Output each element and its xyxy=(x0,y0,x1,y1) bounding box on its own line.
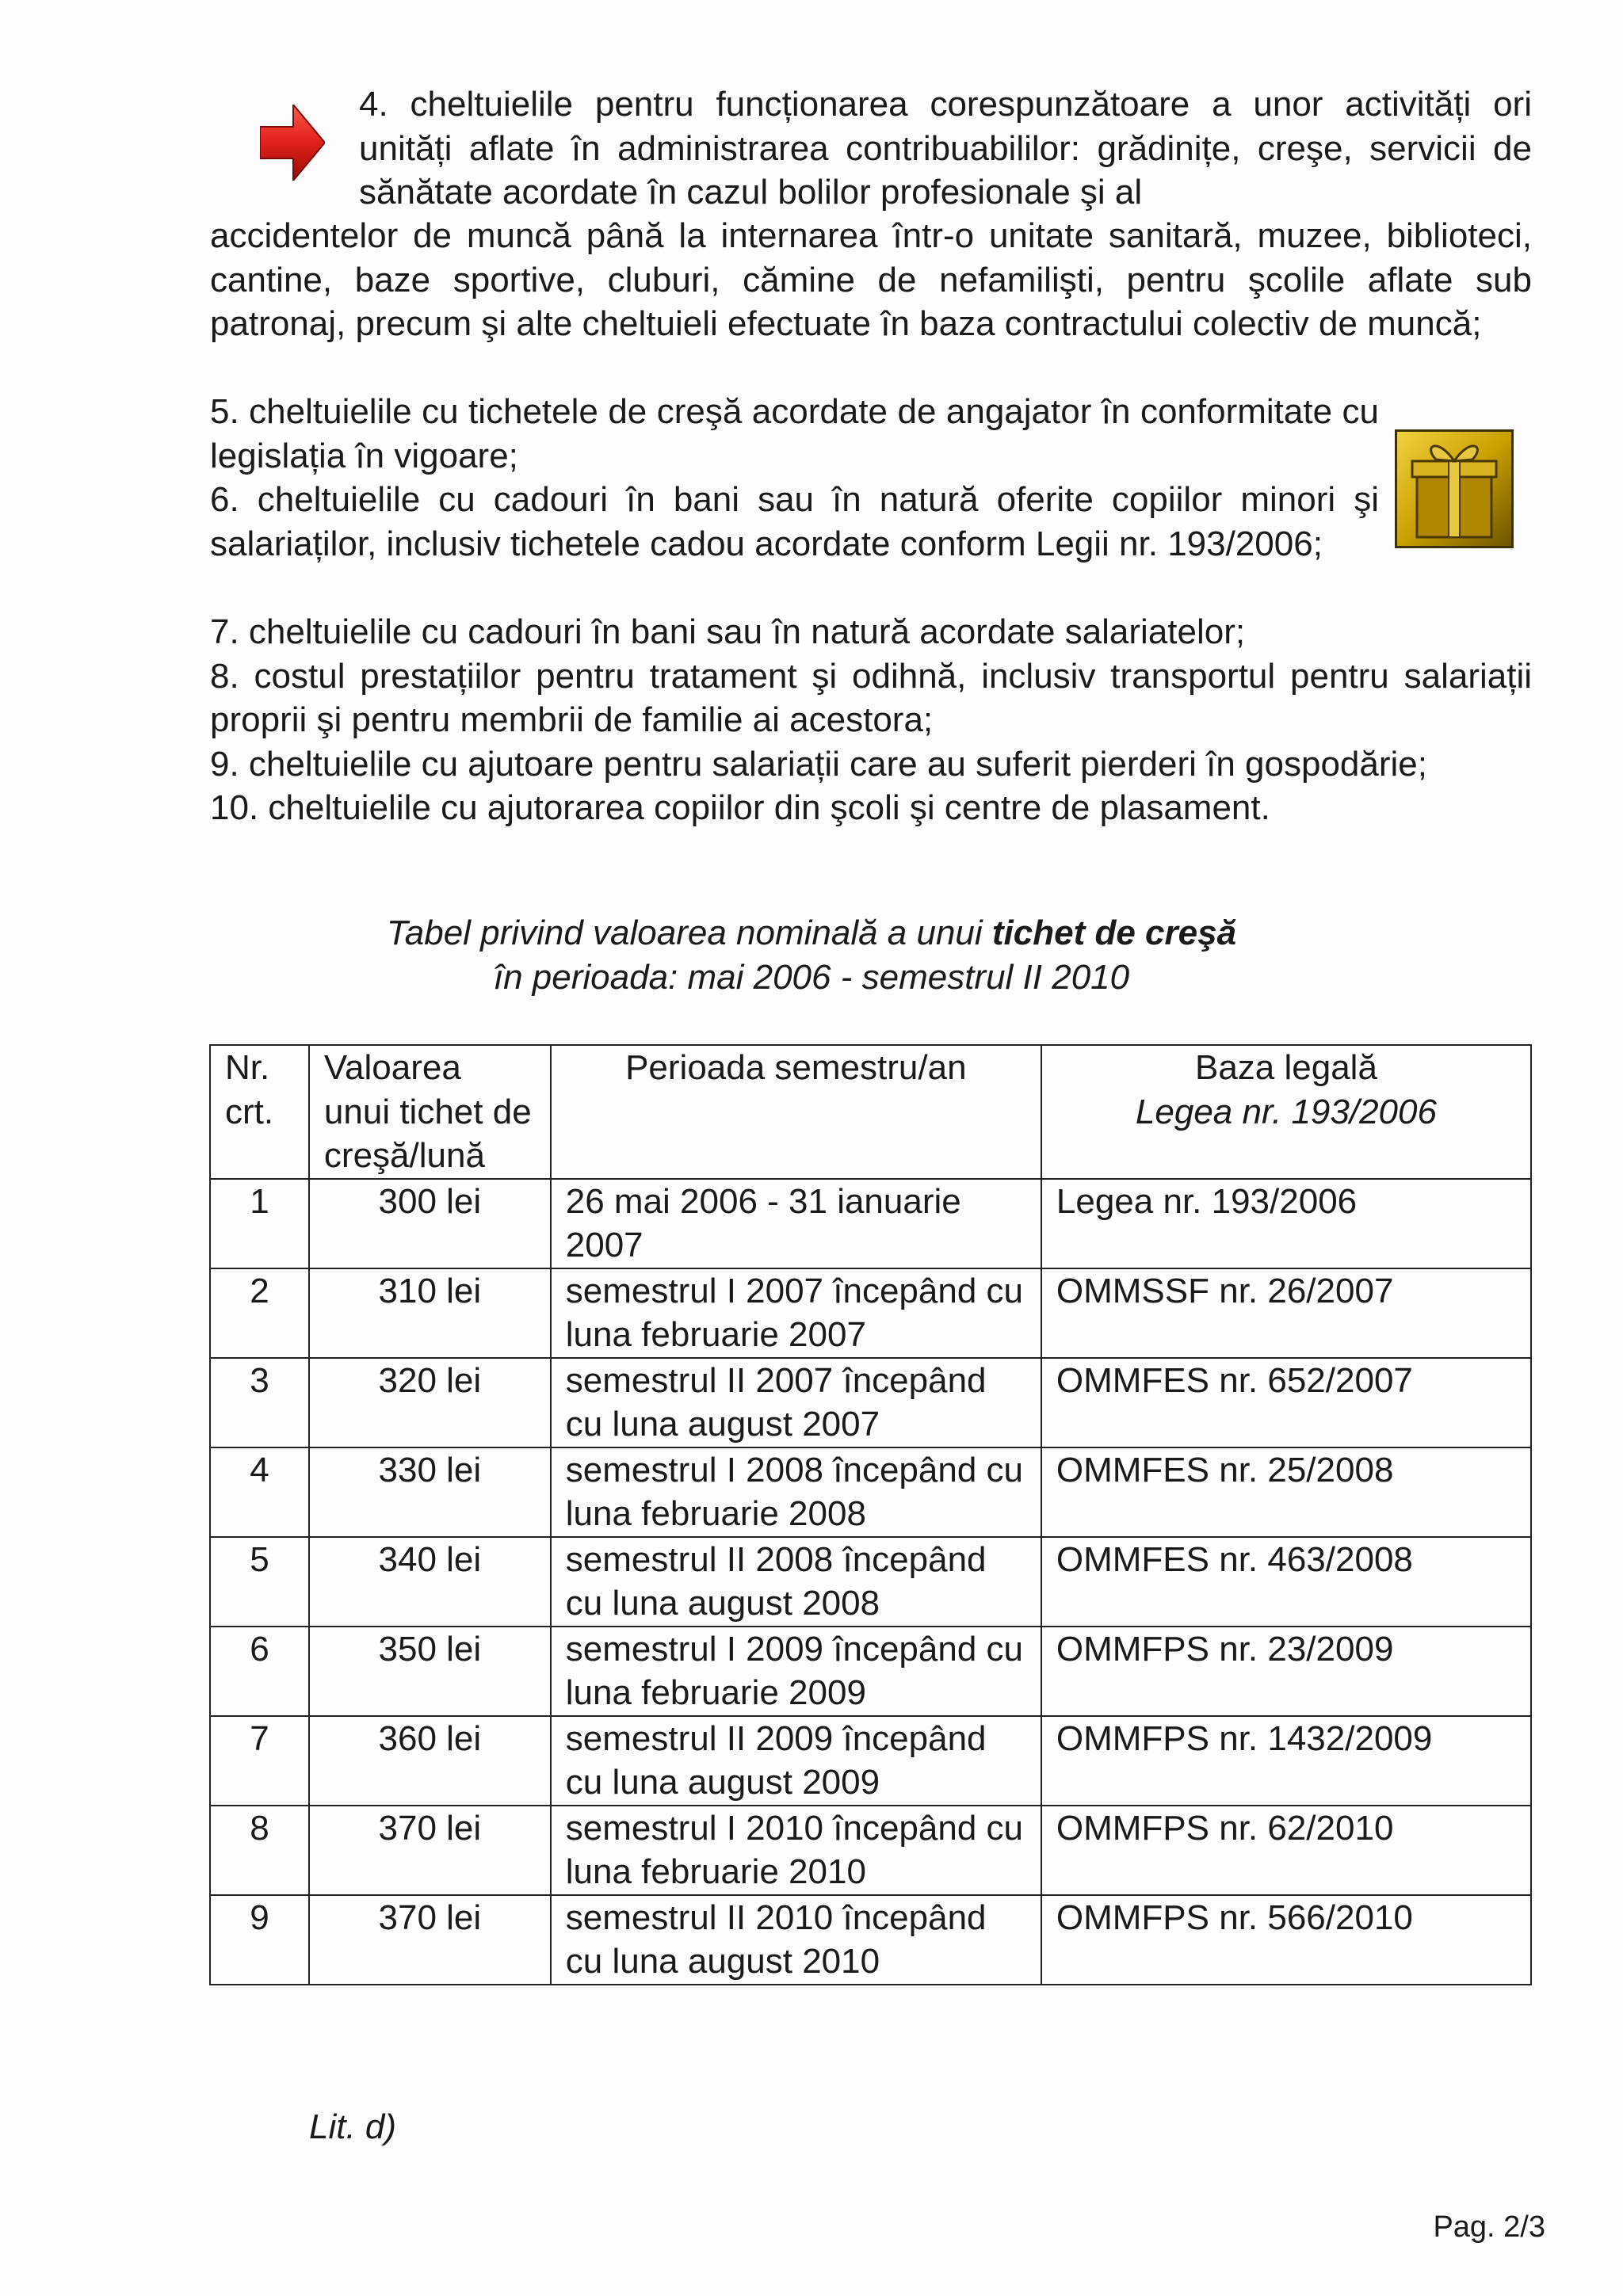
item-6: 6. cheltuielile cu cadouri în bani sau în natură oferite copiilor minori şi salariaților, inclusiv tichetele cadou acordate conform Legii nr. 193/2006; xyxy=(210,480,1379,563)
caption-bold: tichet de creşă xyxy=(991,913,1237,952)
cell-value: 300 lei xyxy=(309,1179,551,1268)
item-9: 9. cheltuielile cu ajutoare pentru salariații care au suferit pierderi în gospodărie; xyxy=(210,744,1427,784)
table-row xyxy=(210,1716,1531,1806)
table-caption xyxy=(0,911,1623,999)
cell-period: semestrul I 2009 începând cu luna februarie 2009 xyxy=(551,1627,1041,1716)
table-header-row xyxy=(210,1045,1531,1179)
cell-period: semestrul I 2008 începând cu luna februarie 2008 xyxy=(551,1447,1041,1537)
cell-nr: 1 xyxy=(210,1179,309,1268)
cell-legal: OMMFES nr. 25/2008 xyxy=(1041,1447,1531,1537)
header-period: Perioada semestru/an xyxy=(551,1045,1041,1179)
cell-nr: 5 xyxy=(210,1537,309,1627)
table-row xyxy=(210,1806,1531,1895)
red-arrow-icon xyxy=(260,105,325,181)
table-row xyxy=(210,1895,1531,1985)
cell-value: 370 lei xyxy=(309,1895,551,1985)
cell-value: 350 lei xyxy=(309,1627,551,1716)
gift-box-icon xyxy=(1395,429,1514,548)
cell-legal: OMMFPS nr. 23/2009 xyxy=(1041,1627,1531,1716)
cell-period: semestrul II 2009 începând cu luna august 2009 xyxy=(551,1716,1041,1806)
cell-legal: OMMFES nr. 463/2008 xyxy=(1041,1537,1531,1627)
table-row xyxy=(210,1627,1531,1716)
table-row xyxy=(210,1537,1531,1627)
header-legal xyxy=(1041,1045,1531,1179)
cell-legal: OMMFPS nr. 1432/2009 xyxy=(1041,1716,1531,1806)
caption-line-1 xyxy=(0,911,1623,955)
cell-period: semestrul II 2010 începând cu luna august 2010 xyxy=(551,1895,1041,1985)
cell-legal: OMMFPS nr. 62/2010 xyxy=(1041,1806,1531,1895)
cell-value: 330 lei xyxy=(309,1447,551,1537)
cell-period: semestrul I 2007 începând cu luna februarie 2007 xyxy=(551,1268,1041,1358)
item-4-continuation: accidentelor de muncă până la internarea într-o unitate sanitară, muzee, biblioteci, cantine, baze sportive, cluburi, cămine de nefamilişti, pentru şcolile aflate sub patronaj, precum şi alte cheltuieli efectuate în baza contractului colectiv de muncă; xyxy=(210,216,1532,343)
caption-prefix: Tabel privind valoarea nominală a unui xyxy=(386,913,992,952)
table-row xyxy=(210,1179,1531,1268)
page-number: Pag. 2/3 xyxy=(1433,2210,1545,2244)
cell-nr: 2 xyxy=(210,1268,309,1358)
cell-nr: 9 xyxy=(210,1895,309,1985)
cell-value: 340 lei xyxy=(309,1537,551,1627)
header-value: Valoarea unui tichet de creşă/lună xyxy=(309,1045,551,1179)
cell-legal: OMMFES nr. 652/2007 xyxy=(1041,1358,1531,1447)
cell-nr: 3 xyxy=(210,1358,309,1447)
header-legal-title: Baza legală xyxy=(1194,1048,1377,1087)
items-7-10 xyxy=(210,610,1532,830)
cell-legal: Legea nr. 193/2006 xyxy=(1041,1179,1531,1268)
cell-period: semestrul II 2007 începând cu luna august 2007 xyxy=(551,1358,1041,1447)
cell-period: 26 mai 2006 - 31 ianuarie 2007 xyxy=(551,1179,1041,1268)
cell-nr: 8 xyxy=(210,1806,309,1895)
item-8: 8. costul prestațiilor pentru tratament şi odihnă, inclusiv transportul pentru salariații proprii şi pentru membrii de familie ai acestora; xyxy=(210,656,1532,739)
lit-d-label: Lit. d) xyxy=(309,2107,397,2146)
cell-value: 320 lei xyxy=(309,1358,551,1447)
cell-value: 310 lei xyxy=(309,1268,551,1358)
table-row xyxy=(210,1268,1531,1358)
cell-nr: 7 xyxy=(210,1716,309,1806)
table-row xyxy=(210,1358,1531,1447)
cell-legal: OMMFPS nr. 566/2010 xyxy=(1041,1895,1531,1985)
cell-nr: 4 xyxy=(210,1447,309,1537)
cell-period: semestrul I 2010 începând cu luna februarie 2010 xyxy=(551,1806,1041,1895)
item-5: 5. cheltuielile cu tichetele de creşă acordate de angajator în conformitate cu legislația în vigoare; xyxy=(210,392,1379,475)
voucher-table xyxy=(209,1044,1532,1985)
header-nr: Nr. crt. xyxy=(210,1045,309,1179)
cell-value: 360 lei xyxy=(309,1716,551,1806)
caption-line-2: în perioada: mai 2006 - semestrul II 2010 xyxy=(493,957,1130,997)
header-legal-sub: Legea nr. 193/2006 xyxy=(1135,1092,1437,1131)
cell-legal: OMMSSF nr. 26/2007 xyxy=(1041,1268,1531,1358)
cell-value: 370 lei xyxy=(309,1806,551,1895)
item-7: 7. cheltuielile cu cadouri în bani sau în natură acordate salariatelor; xyxy=(210,612,1246,651)
item-10: 10. cheltuielile cu ajutorarea copiilor din şcoli şi centre de plasament. xyxy=(210,788,1270,827)
cell-nr: 6 xyxy=(210,1627,309,1716)
item-4-first-lines: 4. cheltuielile pentru funcționarea corespunzătoare a unor activități ori unități aflate în administrarea contribuabililor: grădinițe, creşe, servicii de sănătate acordate în cazul bolilor profesionale şi al xyxy=(359,85,1532,212)
cell-period: semestrul II 2008 începând cu luna august 2008 xyxy=(551,1537,1041,1627)
table-row xyxy=(210,1447,1531,1537)
